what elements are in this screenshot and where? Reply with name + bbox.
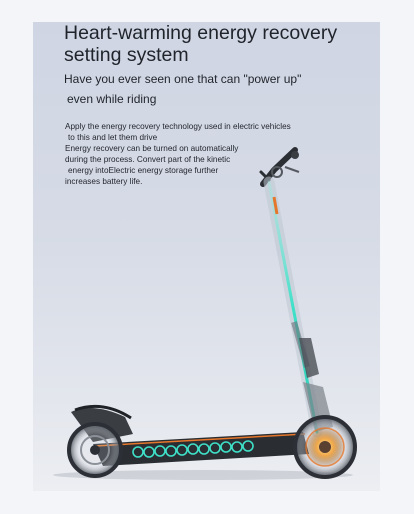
headline-line-2: setting system (64, 44, 189, 66)
body-line-3: Energy recovery can be turned on automatically (65, 144, 239, 153)
headline-line-1: Heart-warming energy recovery (64, 22, 338, 44)
subheading-line-2: even while riding (67, 92, 157, 106)
subheading-line-1: Have you ever seen one that can "power up" (64, 72, 302, 86)
body-line-2: to this and let them drive (68, 133, 158, 142)
body-line-1: Apply the energy recovery technology used in electric vehicles (65, 122, 291, 131)
body-line-6: increases battery life. (65, 177, 143, 186)
body-line-5: energy intoElectric energy storage further (68, 166, 219, 175)
body-line-4: during the process. Convert part of the kinetic (65, 155, 231, 164)
electric-scooter-image (33, 22, 380, 491)
product-panel (33, 22, 380, 491)
